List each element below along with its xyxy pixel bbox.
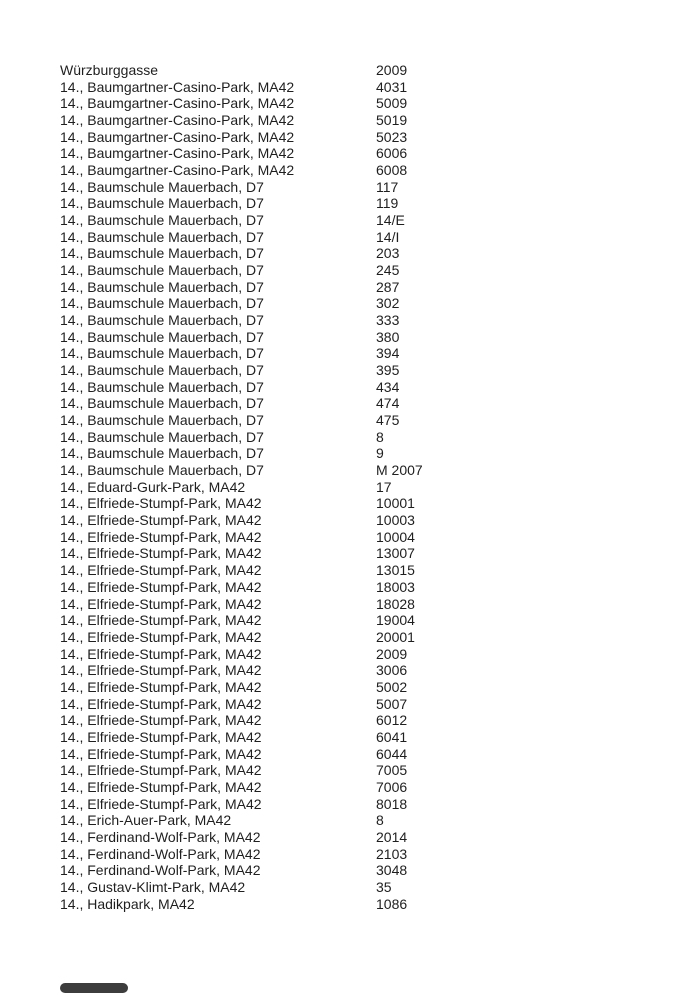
list-item <box>60 512 700 529</box>
id-value: 10004 <box>376 528 415 545</box>
id-value: 394 <box>376 345 400 362</box>
location-label: 14., Baumschule Mauerbach, D7 <box>60 295 264 312</box>
location-label: 14., Elfriede-Stumpf-Park, MA42 <box>60 728 262 745</box>
list-item <box>60 195 700 212</box>
location-label: 14., Elfriede-Stumpf-Park, MA42 <box>60 528 262 545</box>
location-label: 14., Baumgartner-Casino-Park, MA42 <box>60 145 295 162</box>
location-label: 14., Baumgartner-Casino-Park, MA42 <box>60 162 295 179</box>
list-item <box>60 779 700 796</box>
list-item <box>60 729 700 746</box>
id-value: 35 <box>376 878 392 895</box>
id-value: 2014 <box>376 828 408 845</box>
id-value: 4031 <box>376 78 408 95</box>
id-value: 13015 <box>376 562 415 579</box>
location-label: 14., Baumschule Mauerbach, D7 <box>60 445 264 462</box>
id-value: 6008 <box>376 162 408 179</box>
location-label: 14., Baumschule Mauerbach, D7 <box>60 195 264 212</box>
list-item <box>60 412 700 429</box>
list-item <box>60 762 700 779</box>
list-item <box>60 562 700 579</box>
location-label: 14., Elfriede-Stumpf-Park, MA42 <box>60 512 262 529</box>
id-value: 6041 <box>376 728 408 745</box>
id-value: 10001 <box>376 495 415 512</box>
list-item <box>60 279 700 296</box>
id-value: 434 <box>376 378 400 395</box>
id-value: M 2007 <box>376 462 423 479</box>
id-value: 1086 <box>376 895 408 912</box>
location-label: 14., Elfriede-Stumpf-Park, MA42 <box>60 495 262 512</box>
location-label: 14., Baumschule Mauerbach, D7 <box>60 345 264 362</box>
list-item <box>60 262 700 279</box>
list-item <box>60 312 700 329</box>
id-value: 475 <box>376 412 400 429</box>
list-item <box>60 162 700 179</box>
id-value: 117 <box>376 178 399 195</box>
id-value: 19004 <box>376 612 415 629</box>
list-item <box>60 62 700 79</box>
location-label: 14., Erich-Auer-Park, MA42 <box>60 812 232 829</box>
list-item <box>60 495 700 512</box>
list-item <box>60 479 700 496</box>
list-item <box>60 879 700 896</box>
id-value: 8 <box>376 428 384 445</box>
location-label: Würzburggasse <box>60 62 159 78</box>
location-label: 14., Baumschule Mauerbach, D7 <box>60 362 264 379</box>
list-item <box>60 612 700 629</box>
id-value: 6044 <box>376 745 408 762</box>
id-value: 119 <box>376 195 399 212</box>
location-label: 14., Baumschule Mauerbach, D7 <box>60 245 264 262</box>
id-value: 5019 <box>376 112 408 129</box>
list-item <box>60 846 700 863</box>
id-value: 14/I <box>376 228 400 245</box>
location-label: 14., Baumgartner-Casino-Park, MA42 <box>60 112 295 129</box>
list-item <box>60 646 700 663</box>
location-label: 14., Elfriede-Stumpf-Park, MA42 <box>60 795 262 812</box>
location-label: 14., Eduard-Gurk-Park, MA42 <box>60 478 246 495</box>
id-value: 287 <box>376 278 400 295</box>
location-label: 14., Ferdinand-Wolf-Park, MA42 <box>60 862 261 879</box>
location-label: 14., Baumschule Mauerbach, D7 <box>60 328 264 345</box>
list-item <box>60 229 700 246</box>
location-label: 14., Baumschule Mauerbach, D7 <box>60 395 264 412</box>
id-value: 5023 <box>376 128 408 145</box>
id-value: 5009 <box>376 95 408 112</box>
location-label: 14., Baumschule Mauerbach, D7 <box>60 378 264 395</box>
list-item <box>60 129 700 146</box>
id-value: 9 <box>376 445 384 462</box>
list-item <box>60 812 700 829</box>
list-item <box>60 395 700 412</box>
location-label: 14., Elfriede-Stumpf-Park, MA42 <box>60 678 262 695</box>
id-value: 18003 <box>376 578 415 595</box>
location-label: 14., Elfriede-Stumpf-Park, MA42 <box>60 695 262 712</box>
location-label: 14., Baumgartner-Casino-Park, MA42 <box>60 78 295 95</box>
id-value: 8018 <box>376 795 408 812</box>
list-item <box>60 679 700 696</box>
list-item <box>60 696 700 713</box>
list-item <box>60 345 700 362</box>
list-item <box>60 245 700 262</box>
location-label: 14., Ferdinand-Wolf-Park, MA42 <box>60 828 261 845</box>
list-item <box>60 629 700 646</box>
list <box>60 62 700 912</box>
id-value: 333 <box>376 312 400 329</box>
list-item <box>60 212 700 229</box>
list-item <box>60 295 700 312</box>
location-label: 14., Elfriede-Stumpf-Park, MA42 <box>60 595 262 612</box>
location-label: 14., Elfriede-Stumpf-Park, MA42 <box>60 778 262 795</box>
id-value: 13007 <box>376 545 415 562</box>
location-label: 14., Baumschule Mauerbach, D7 <box>60 178 264 195</box>
list-item <box>60 79 700 96</box>
list-item <box>60 329 700 346</box>
id-value: 5002 <box>376 678 408 695</box>
list-item <box>60 112 700 129</box>
list-item <box>60 662 700 679</box>
id-value: 14/E <box>376 212 405 229</box>
id-value: 302 <box>376 295 400 312</box>
id-value: 3048 <box>376 862 408 879</box>
location-label: 14., Baumschule Mauerbach, D7 <box>60 228 264 245</box>
location-label: 14., Baumgartner-Casino-Park, MA42 <box>60 95 295 112</box>
list-item <box>60 596 700 613</box>
location-label: 14., Elfriede-Stumpf-Park, MA42 <box>60 612 262 629</box>
location-label: 14., Baumschule Mauerbach, D7 <box>60 412 264 429</box>
location-label: 14., Elfriede-Stumpf-Park, MA42 <box>60 645 262 662</box>
id-value: 10003 <box>376 512 415 529</box>
list-item <box>60 796 700 813</box>
id-value: 3006 <box>376 662 408 679</box>
horizontal-scrollbar-thumb[interactable] <box>60 983 128 993</box>
location-label: 14., Ferdinand-Wolf-Park, MA42 <box>60 845 261 862</box>
location-label: 14., Baumgartner-Casino-Park, MA42 <box>60 128 295 145</box>
list-item <box>60 445 700 462</box>
location-label: 14., Elfriede-Stumpf-Park, MA42 <box>60 762 262 779</box>
location-label: 14., Baumschule Mauerbach, D7 <box>60 428 264 445</box>
list-item <box>60 896 700 913</box>
location-label: 14., Gustav-Klimt-Park, MA42 <box>60 878 246 895</box>
list-item <box>60 429 700 446</box>
location-label: 14., Elfriede-Stumpf-Park, MA42 <box>60 628 262 645</box>
id-value: 2009 <box>376 62 408 78</box>
location-label: 14., Elfriede-Stumpf-Park, MA42 <box>60 562 262 579</box>
list-item <box>60 379 700 396</box>
list-item <box>60 545 700 562</box>
location-label: 14., Baumschule Mauerbach, D7 <box>60 462 264 479</box>
id-value: 2103 <box>376 845 408 862</box>
list-item <box>60 579 700 596</box>
id-value: 6012 <box>376 712 408 729</box>
location-label: 14., Elfriede-Stumpf-Park, MA42 <box>60 545 262 562</box>
list-item <box>60 462 700 479</box>
id-value: 20001 <box>376 628 415 645</box>
list-item <box>60 862 700 879</box>
id-value: 5007 <box>376 695 408 712</box>
location-label: 14., Baumschule Mauerbach, D7 <box>60 278 264 295</box>
list-item <box>60 145 700 162</box>
id-value: 6006 <box>376 145 408 162</box>
id-value: 7005 <box>376 762 408 779</box>
location-label: 14., Hadikpark, MA42 <box>60 895 195 912</box>
id-value: 8 <box>376 812 384 829</box>
list-item <box>60 179 700 196</box>
location-label: 14., Elfriede-Stumpf-Park, MA42 <box>60 662 262 679</box>
location-label: 14., Elfriede-Stumpf-Park, MA42 <box>60 745 262 762</box>
list-item <box>60 362 700 379</box>
id-value: 245 <box>376 262 400 279</box>
location-label: 14., Baumschule Mauerbach, D7 <box>60 312 264 329</box>
id-value: 380 <box>376 328 400 345</box>
list-item <box>60 746 700 763</box>
location-label: 14., Elfriede-Stumpf-Park, MA42 <box>60 578 262 595</box>
location-label: 14., Elfriede-Stumpf-Park, MA42 <box>60 712 262 729</box>
list-item <box>60 529 700 546</box>
id-value: 2009 <box>376 645 408 662</box>
id-value: 203 <box>376 245 400 262</box>
location-label: 14., Baumschule Mauerbach, D7 <box>60 262 264 279</box>
list-item <box>60 829 700 846</box>
id-value: 395 <box>376 362 400 379</box>
id-value: 17 <box>376 478 392 495</box>
id-value: 7006 <box>376 778 408 795</box>
id-value: 474 <box>376 395 400 412</box>
id-value: 18028 <box>376 595 415 612</box>
location-label: 14., Baumschule Mauerbach, D7 <box>60 212 264 229</box>
list-item <box>60 712 700 729</box>
list-item <box>60 95 700 112</box>
